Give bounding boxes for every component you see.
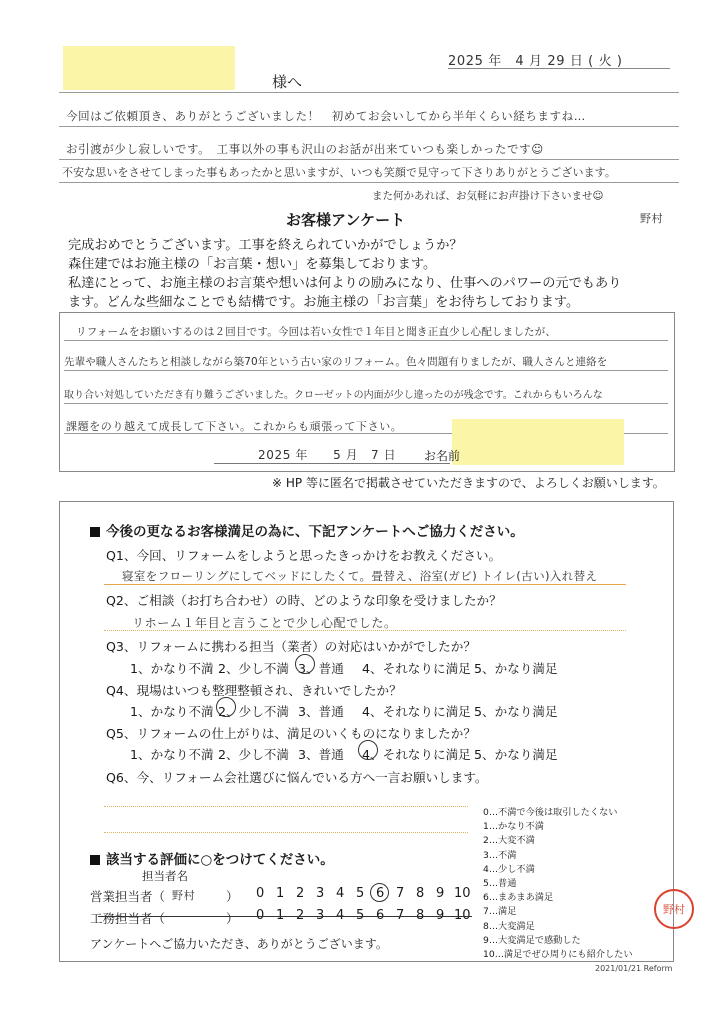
q4-option-1[interactable]: 1、かなり不満 [130,704,214,719]
intro-line-4: ます。どんな些細なことでも結構です。お施主様の「お言葉」をお待ちしております。 [68,295,580,310]
works-score-8[interactable]: 8 [416,908,425,923]
comment-line-3: 取り合い対処していただき有り難うございました。クローゼットの内面が少し違ったのが残念です。これからもいろんな [64,390,603,401]
letter-line-3: 不安な思いをさせてしまった事もあったかと思いますが、いつも笑顔で見守って下さりありがとうございます。 [62,166,617,179]
name-label: お名前 [424,449,461,463]
works-score-4[interactable]: 4 [336,908,345,923]
survey-title: お客様アンケート [286,211,406,229]
square-bullet-icon [90,855,100,865]
footer-code: 2021/01/21 Reform [595,964,673,973]
q4-option-5[interactable]: 5、かなり満足 [474,704,558,719]
works-score-10[interactable]: 10 [454,908,471,923]
q4-option-4[interactable]: 4、それなりに満足 [362,704,471,719]
q3-option-3[interactable]: 3、普通 [298,661,344,676]
q1-text: Q1、今回、リフォームをしようと思ったきっかけをお教えください。 [106,548,502,563]
works-score-6[interactable]: 6 [376,908,385,923]
thanks-text: アンケートへご協力いただき、ありがとうございます。 [90,937,388,951]
q5-text: Q5、リフォームの仕上がりは、満足のいくものになりましたか？ [106,726,476,741]
hanko-stamp-text: 野村 [663,903,685,916]
legend-item-9: 9…大変満足で感動した [483,934,581,946]
q3-text: Q3、リフォームに携わる担当（業者）の対応はいかがでしたか？ [106,639,476,654]
legend-item-7: 7…満足 [483,906,517,918]
works-score-2[interactable]: 2 [296,908,305,923]
comment-line-2: 先輩や職人さんたちと相談しながら築70年という古い家のリフォーム。色々問題有りましたが、職人さんと連絡を [64,356,608,368]
works-score-9[interactable]: 9 [436,908,445,923]
legend-item-8: 8…大変満足 [483,920,535,932]
q5-option-2[interactable]: 2、少し不満 [218,747,289,762]
q5-option-1[interactable]: 1、かなり不満 [130,747,214,762]
sales-paren-close: ） [226,889,239,904]
works-label: 工務担当者（ [90,911,166,926]
letter-line-1: 今回はご依頼頂き、ありがとうございました！ 初めてお会いしてから半年くらい経ちますね… [66,109,586,123]
sales-score-2[interactable]: 2 [296,886,305,901]
staff-name-label: 担当者名 [142,869,188,883]
q5-selected-circle [358,740,378,760]
letter-line-4: また何かあれば、お気軽にお声掛け下さいませ☺ [372,190,604,202]
date-handwritten: 2025 年 4 月 29 日 ( 火 ) [448,54,623,69]
sales-score-7[interactable]: 7 [396,886,405,901]
comment-line-4: 課題をのり越えて成長して下さい。これからも頑張って下さい。 [66,420,403,433]
q2-text: Q2、ご相談（お打ち合わせ）の時、どのような印象を受けましたか？ [106,593,502,608]
works-strikethrough [98,916,472,917]
sales-score-4[interactable]: 4 [336,886,345,901]
legend-item-1: 1…かなり不満 [483,821,544,833]
sales-selected-circle [370,883,389,902]
legend-item-6: 6…まあまあ満足 [483,892,554,904]
sales-score-3[interactable]: 3 [316,886,325,901]
q3-option-4[interactable]: 4、それなりに満足 [362,661,471,676]
sales-score-6[interactable]: 6 [376,886,385,901]
q6-text: Q6、今、リフォーム会社選びに悩んでいる方へ一言お願いします。 [106,770,488,785]
q5-option-4[interactable]: 4、それなりに満足 [362,747,471,762]
section2-header: 該当する評価に○をつけてください。 [90,848,334,868]
letter-signature: 野村 [640,212,664,225]
q3-option-5[interactable]: 5、かなり満足 [474,661,558,676]
q5-option-3[interactable]: 3、普通 [298,747,344,762]
intro-line-2: 森住建ではお施主様の「お言葉・想い」を募集しております。 [68,257,437,272]
comment-date: 2025 年 5 月 7 日 [258,448,397,462]
sales-score-5[interactable]: 5 [356,886,365,901]
works-score-1[interactable]: 1 [276,908,285,923]
works-score-3[interactable]: 3 [316,908,325,923]
q3-selected-circle [295,654,315,674]
q4-option-3[interactable]: 3、普通 [298,704,344,719]
q4-option-2[interactable]: 2、少し不満 [218,704,289,719]
letter-line-2: お引渡が少し寂しいです。 工事以外の事も沢山のお話が出来ていつも楽しかったです☺ [66,142,544,156]
legend-item-5: 5…普通 [483,878,517,890]
redacted-name-top [63,46,235,90]
q2-answer: リホーム１年目と言うことで少し心配でした。 [132,616,397,630]
rating-legend [483,806,633,962]
sales-score-0[interactable]: 0 [256,886,265,901]
sales-score-10[interactable]: 10 [454,886,471,901]
legend-item-3: 3…不満 [483,849,517,861]
legend-item-10: 10…満足でぜひ周りにも紹介したい [483,949,633,961]
square-bullet-icon [90,527,100,537]
sales-score-1[interactable]: 1 [276,886,285,901]
redacted-name-comment [452,419,624,465]
salutation: 様へ [272,73,303,91]
q3-option-1[interactable]: 1、かなり不満 [130,661,214,676]
intro-line-1: 完成おめでとうございます。工事を終えられていかがでしょうか？ [68,238,463,253]
q5-option-5[interactable]: 5、かなり満足 [474,747,558,762]
legend-item-0: 0…不満で今後は取引したくない [483,807,618,818]
sales-label: 営業担当者（ [90,889,166,904]
q4-text: Q4、現場はいつも整理整頓され、きれいでしたか？ [106,683,402,698]
section1-header: 今後の更なるお客様満足の為に、下記アンケートへご協力ください。 [90,520,524,540]
legend-item-4: 4…少し不満 [483,863,535,875]
sales-name: 野村 [172,889,196,902]
works-score-5[interactable]: 5 [356,908,365,923]
works-paren-close: ） [226,911,239,926]
q4-selected-circle [216,697,236,717]
works-score-7[interactable]: 7 [396,908,405,923]
works-score-0[interactable]: 0 [256,908,265,923]
comment-line-1: リフォームをお願いするのは２回目です。今回は若い女性で１年目と聞き正直少し心配しましたが、 [76,326,557,338]
anonymity-note: ※ HP 等に匿名で掲載させていただきますので、よろしくお願いします。 [272,476,665,490]
hanko-stamp [654,889,694,929]
intro-line-3: 私達にとって、お施主様のお言葉や想いは何よりの励みになり、仕事へのパワーの元でもあり [68,276,622,291]
sales-score-9[interactable]: 9 [436,886,445,901]
sales-score-8[interactable]: 8 [416,886,425,901]
q3-option-2[interactable]: 2、少し不満 [218,661,289,676]
legend-item-2: 2…大変不満 [483,835,535,847]
q1-answer: 寝室をフローリングにしてベッドにしたくて。畳替え、浴室(ガビ) トイレ(古い)入れ替え [122,569,598,583]
